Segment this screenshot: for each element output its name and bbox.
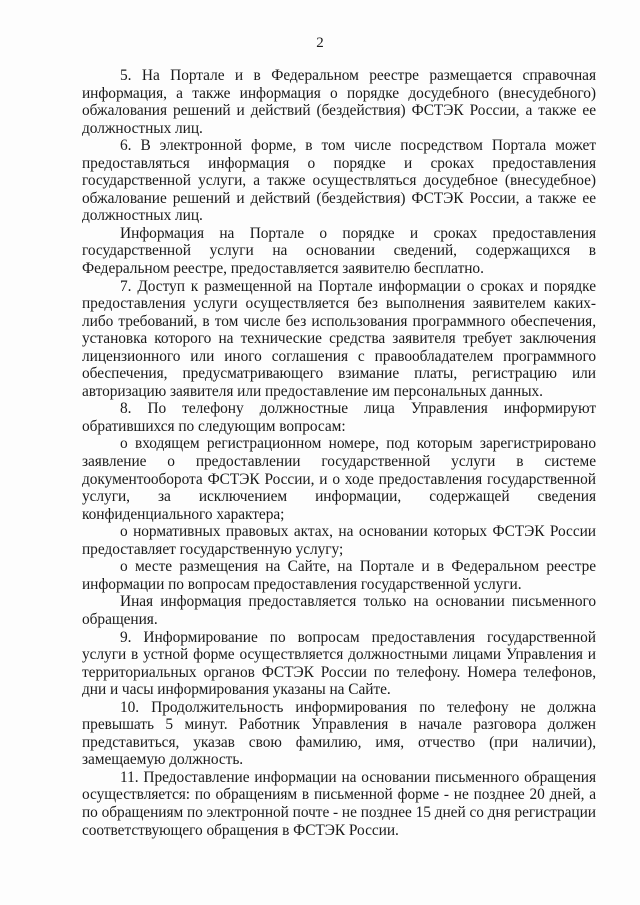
paragraph-8: 8. По телефону должностные лица Управления информируют обратившихся по следующим вопросам: — [82, 400, 596, 435]
paragraph-other-info: Иная информация предоставляется только на основании письменного обращения. — [82, 593, 596, 628]
paragraph-6: 6. В электронной форме, в том числе посредством Портала может предоставляться информация о порядке и сроках предоставления государственной услуги, а также осуществляться досудебное (внесудебное) обжалование решений и действий (бездействия) ФСТЭК России, а также ее должностных лиц. — [82, 137, 596, 225]
page-number: 2 — [316, 35, 324, 51]
paragraph-7: 7. Доступ к размещенной на Портале информации о сроках и порядке предоставления услуги осуществляется без выполнения заявителем каких-либо требований, в том числе без использования программного обеспечения, установка которого на технические средства заявителя требует заключения лицензионного или иного соглашения с правообладателем программного обеспечения, предусматривающего взимание платы, регистрацию или авторизацию заявителя или предоставление им персональных данных. — [82, 277, 596, 400]
document-body — [82, 67, 596, 839]
paragraph-11: 11. Предоставление информации на основании письменного обращения осуществляется: по обращениям в письменной форме - не позднее 20 дней, а по обращениям по электронной почте - не позднее 15 дней со дня регистрации соответствующего обращения в ФСТЭК России. — [82, 768, 596, 839]
paragraph-10: 10. Продолжительность информирования по телефону не должна превышать 5 минут. Работник Управления в начале разговора должен представиться, указав свою фамилию, имя, отчество (при наличии), замещаемую должность. — [82, 698, 596, 769]
paragraph-portal-info: Информация на Портале о порядке и сроках предоставления государственной услуги на основании сведений, содержащихся в Федеральном реестре, предоставляется заявителю бесплатно. — [82, 224, 596, 278]
paragraph-5: 5. На Портале и в Федеральном реестре размещается справочная информация, а также информация о порядке досудебного (внесудебного) обжалования решений и действий (бездействия) ФСТЭК России, а также ее должностных лиц. — [82, 67, 596, 137]
paragraph-8-item-placement: о месте размещения на Сайте, на Портале и в Федеральном реестре информации по вопросам предоставления государственной услуги. — [82, 558, 596, 593]
paragraph-8-item-registration: о входящем регистрационном номере, под которым зарегистрировано заявление о предоставлении государственной услуги в системе документооборота ФСТЭК России, и о ходе предоставления государственной услуги, за исключением информации, содержащей сведения конфиденциального характера; — [82, 435, 596, 523]
paragraph-8-item-legal-acts: о нормативных правовых актах, на основании которых ФСТЭК России предоставляет государственную услугу; — [82, 523, 596, 558]
paragraph-9: 9. Информирование по вопросам предоставления государственной услуги в устной форме осуществляется должностными лицами Управления и территориальных органов ФСТЭК России по телефону. Номера телефонов, дни и часы информирования указаны на Сайте. — [82, 628, 596, 699]
